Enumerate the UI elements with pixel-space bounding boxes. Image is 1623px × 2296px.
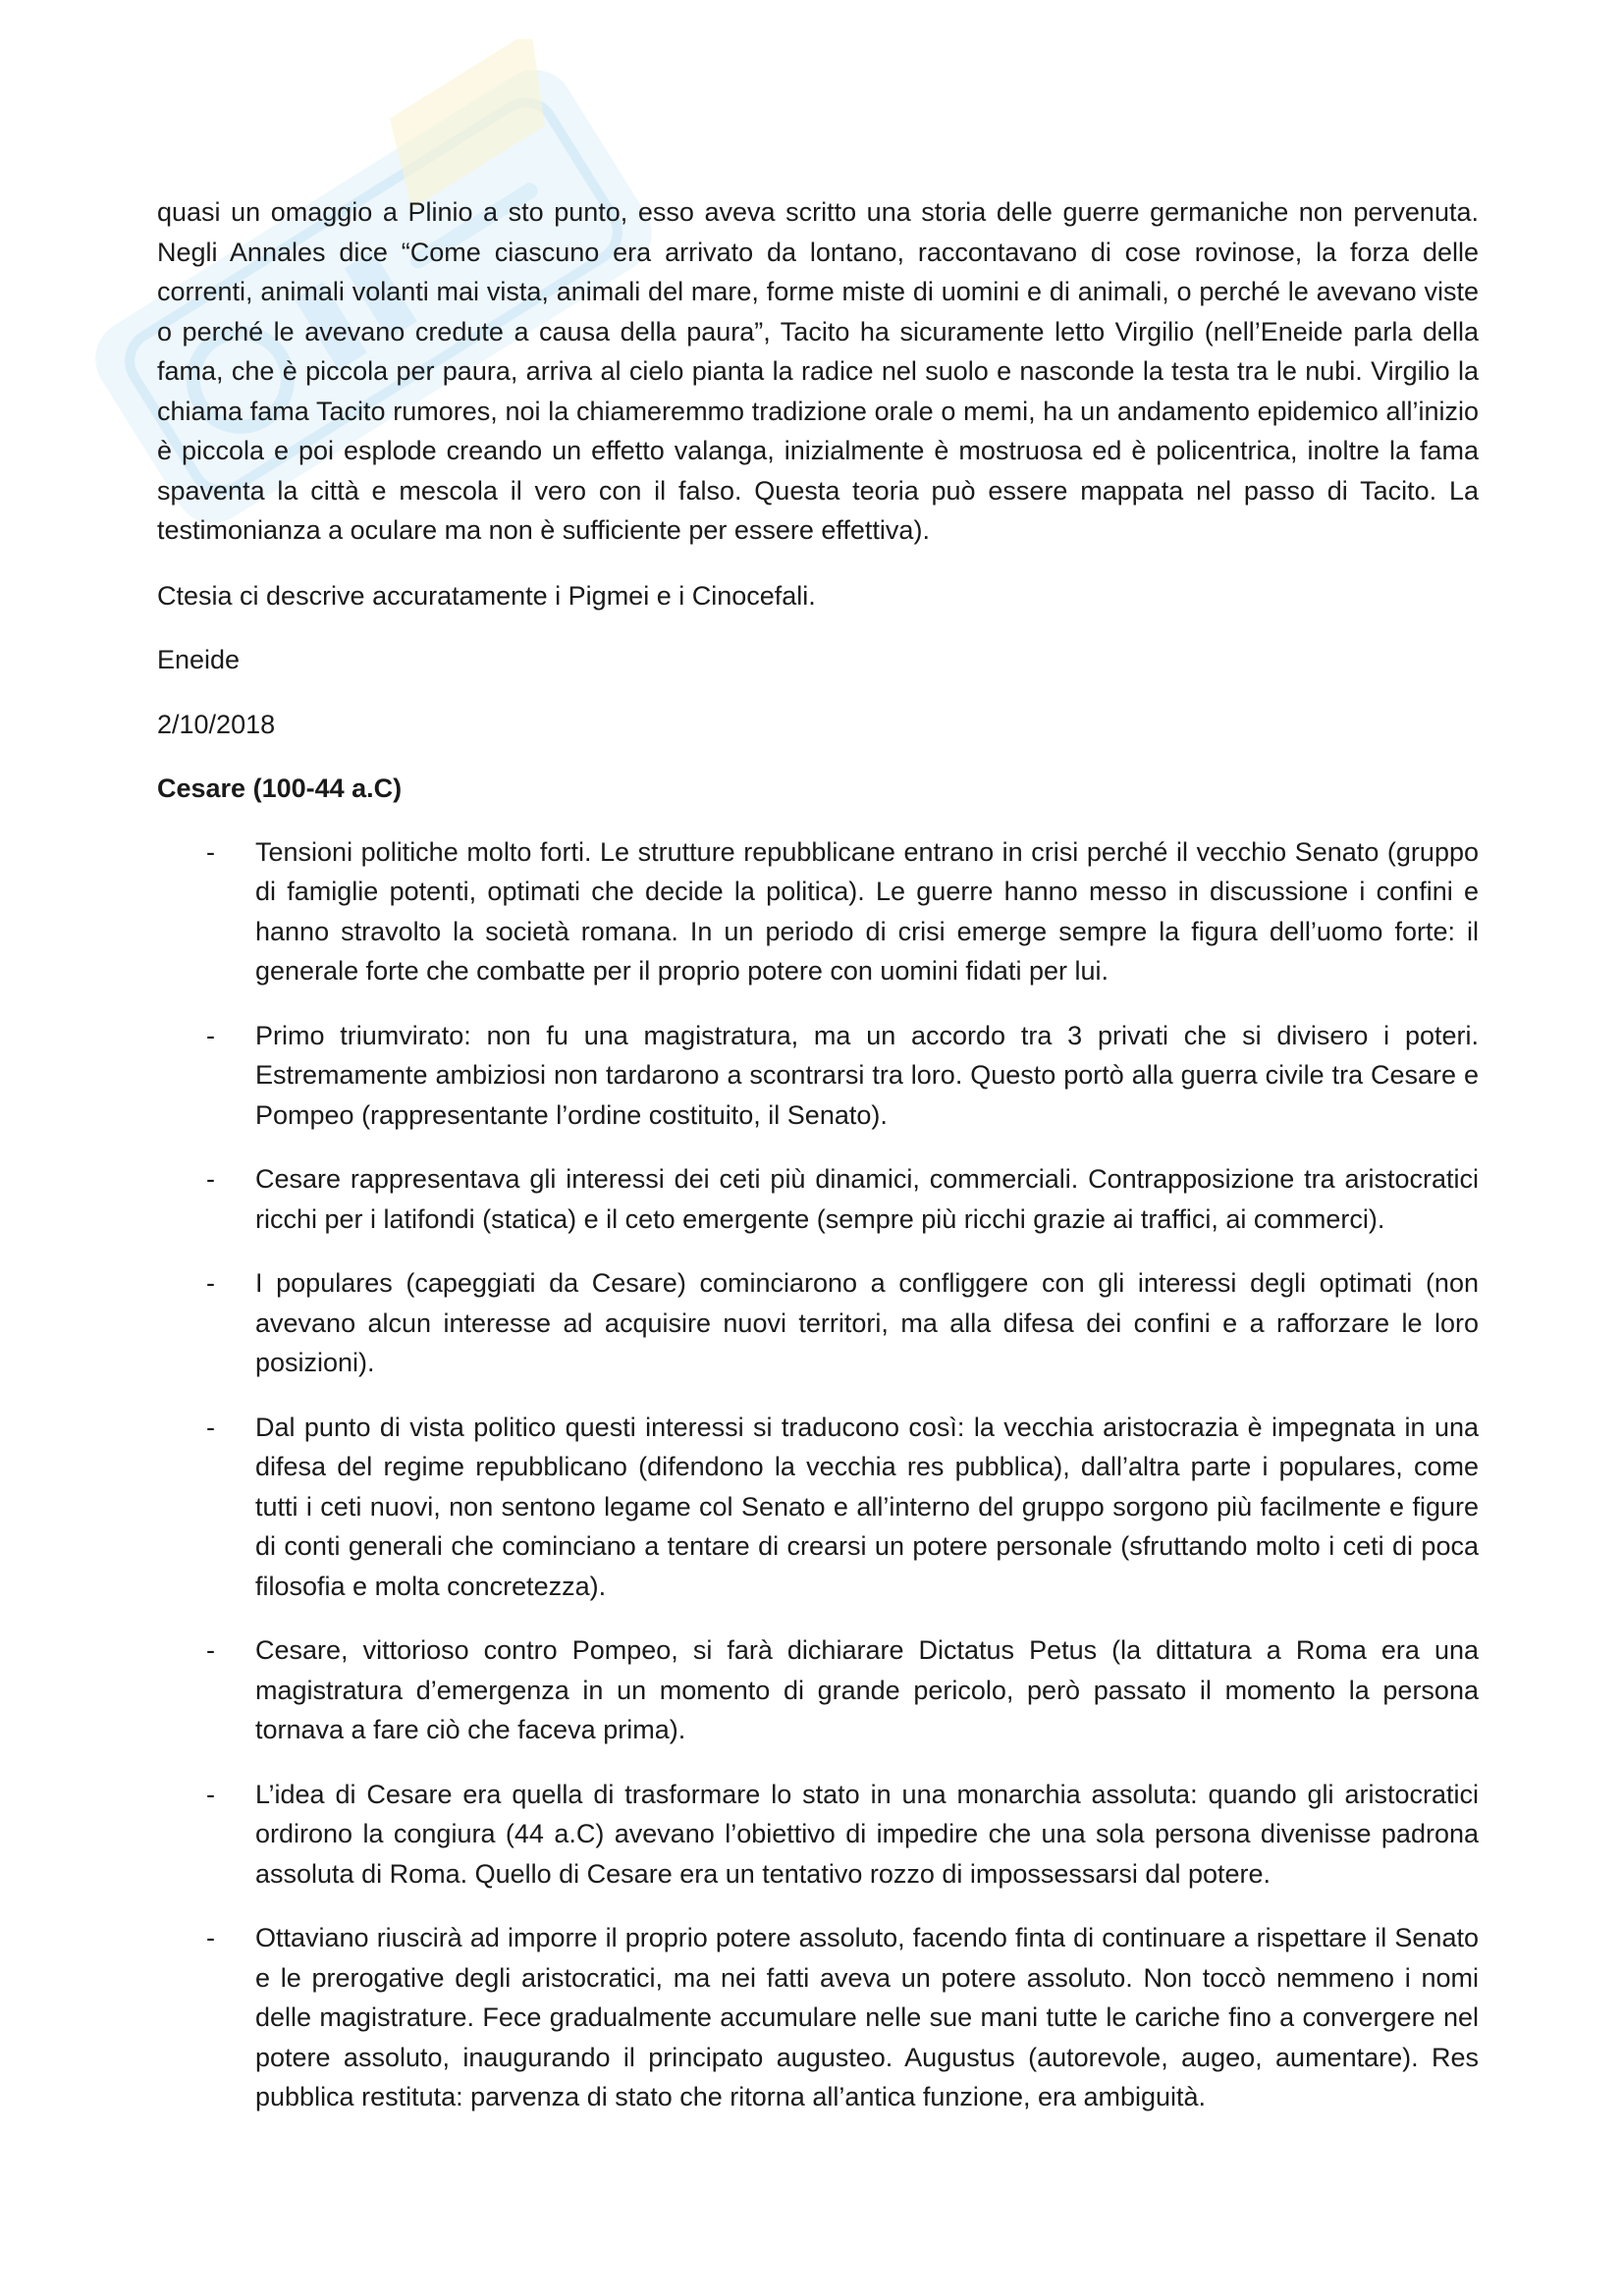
list-item-text: Cesare rappresentava gli interessi dei ceti più dinamici, commerciali. Contrapposizione tra aristocratici ricchi per i latifondi (statica) e il ceto emergente (sempre più ricchi grazie ai traffici, ai commerci). xyxy=(255,1164,1479,1234)
dash-bullet-icon: - xyxy=(206,1268,215,1298)
list-item-text: Ottaviano riuscirà ad imporre il proprio potere assoluto, facendo finta di continuare a rispettare il Senato e le prerogative degli aristocratici, ma nei fatti aveva un potere assoluto. Non toccò nemmeno i nomi delle magistrature. Fece gradualmente accumulare nelle sue mani tutte le cariche fino a convergere nel potere assoluto, inaugurando il principato augusteo. Augustus (autorevole, augeo, aumentare). Res pubblica restituta: parvenza di stato che ritorna all’antica funzione, era ambiguità. xyxy=(255,1923,1479,2111)
list-item-text: I populares (capeggiati da Cesare) cominciarono a confliggere con gli interessi degli optimati (non avevano alcun interesse ad acquisire nuovi territori, ma alla difesa dei confini e a rafforzare le loro posizioni). xyxy=(255,1268,1479,1377)
list-item-text: L’idea di Cesare era quella di trasformare lo stato in una monarchia assoluta: quando gli aristocratici ordirono la congiura (44 a.C) avevano l’obiettivo di impedire che una sola persona divenisse padrona assoluta di Roma. Quello di Cesare era un tentativo rozzo di impossessarsi dal potere. xyxy=(255,1779,1479,1889)
list-item xyxy=(157,832,1479,991)
list-item xyxy=(157,1016,1479,1136)
section-title: Cesare (100-44 a.C) xyxy=(157,774,403,803)
dash-bullet-icon: - xyxy=(206,1779,215,1809)
ctesia-line: Ctesia ci descrive accuratamente i Pigmei e i Cinocefali. xyxy=(157,580,816,611)
list-item-text: Tensioni politiche molto forti. Le strutture repubblicane entrano in crisi perché il vecchio Senato (gruppo di famiglie potenti, optimati che decide la politica). Le guerre hanno messo in discussione i confini e hanno stravolto la società romana. In un periodo di crisi emerge sempre la figura dell’uomo forte: il generale forte che combatte per il proprio potere con uomini fidati per lui. xyxy=(255,836,1479,986)
dash-bullet-icon: - xyxy=(206,1164,215,1194)
list-item xyxy=(157,1775,1479,1895)
dash-bullet-icon: - xyxy=(206,1412,215,1442)
list-item-text: Primo triumvirato: non fu una magistratura, ma un accordo tra 3 privati che si divisero i poteri. Estremamente ambiziosi non tardarono a scontrarsi tra loro. Questo portò alla guerra civile tra Cesare e Pompeo (rappresentante l’ordine costituito, il Senato). xyxy=(255,1020,1479,1130)
list-item xyxy=(157,1159,1479,1239)
bullet-list xyxy=(157,832,1479,2117)
eneide-line: Eneide xyxy=(157,645,241,674)
dash-bullet-icon: - xyxy=(206,836,215,867)
list-item xyxy=(157,1263,1479,1383)
list-item xyxy=(157,1408,1479,1607)
date-line: 2/10/2018 xyxy=(157,709,276,739)
intro-paragraph: quasi un omaggio a Plinio a sto punto, esso aveva scritto una storia delle guerre germaniche non pervenuta. Negli Annales dice “Come ciascuno era arrivato da lontano, raccontavano di cose rovinose, la forza delle correnti, animali volanti mai vista, animali del mare, forme miste di uomini e di animali, o perché le avevano viste o perché le avevano credute a causa della paura”, Tacito ha sicuramente letto Virgilio (nell’Eneide parla della fama, che è piccola per paura, arriva al cielo pianta la radice nel suolo e nasconde la testa tra le nubi. Virgilio la chiama fama Tacito rumores, noi la chiameremmo tradizione orale o memi, ha un andamento epidemico all’inizio è piccola e poi esplode creando un effetto valanga, inizialmente è mostruosa ed è policentrica, inoltre la fama spaventa la città e mescola il vero con il falso. Questa teoria può essere mappata nel passo di Tacito. La testimonianza a oculare ma non è sufficiente per essere effettiva). xyxy=(157,197,1479,545)
list-item xyxy=(157,1630,1479,1750)
document-page xyxy=(157,192,1479,2142)
dash-bullet-icon: - xyxy=(206,1020,215,1050)
dash-bullet-icon: - xyxy=(206,1923,215,1952)
dash-bullet-icon: - xyxy=(206,1635,215,1665)
list-item xyxy=(157,1918,1479,2117)
list-item-text: Cesare, vittorioso contro Pompeo, si farà dichiarare Dictatus Petus (la dittatura a Roma era una magistratura d’emergenza in un momento di grande pericolo, però passato il momento la persona tornava a fare ciò che faceva prima). xyxy=(255,1635,1479,1744)
list-item-text: Dal punto di vista politico questi interessi si traducono così: la vecchia aristocrazia è impegnata in una difesa del regime repubblicano (difendono la vecchia res pubblica), dall’altra parte i populares, come tutti i ceti nuovi, non sentono legame col Senato e all’interno del gruppo sorgono più facilmente e figure di conti generali che cominciano a tentare di crearsi un potere personale (sfruttando molto i ceti di poca filosofia e molta concretezza). xyxy=(255,1412,1479,1601)
